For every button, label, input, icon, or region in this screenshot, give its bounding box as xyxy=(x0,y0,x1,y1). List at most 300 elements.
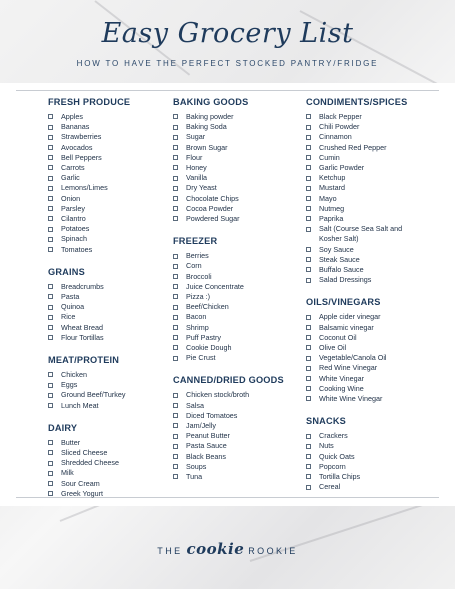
list-item xyxy=(48,204,166,214)
item-label: Berries xyxy=(186,251,209,261)
checkbox[interactable] xyxy=(48,393,53,398)
list-item xyxy=(173,333,298,343)
item-label: Avocados xyxy=(61,142,93,152)
checkbox[interactable] xyxy=(173,155,178,160)
item-label: Nuts xyxy=(319,441,334,451)
checkbox[interactable] xyxy=(306,325,311,330)
list-item xyxy=(306,343,418,353)
list-item xyxy=(48,173,166,183)
checkbox[interactable] xyxy=(173,325,178,330)
list-item xyxy=(173,214,298,224)
checkbox[interactable] xyxy=(306,396,311,401)
list-item xyxy=(306,163,418,173)
item-label: Salad Dressings xyxy=(319,275,372,285)
checkbox[interactable] xyxy=(173,356,178,361)
list-item xyxy=(173,431,298,441)
checkbox[interactable] xyxy=(173,284,178,289)
item-label: Cereal xyxy=(319,482,341,492)
section xyxy=(173,97,298,224)
list-item xyxy=(306,132,418,142)
item-label: Cookie Dough xyxy=(186,343,232,353)
section-title: GRAINS xyxy=(48,266,85,277)
item-label: Garlic xyxy=(61,173,80,183)
list-item xyxy=(48,132,166,142)
item-label: Steak Sauce xyxy=(319,254,360,264)
item-label: Chicken xyxy=(61,370,87,380)
list-item xyxy=(306,462,418,472)
list-item xyxy=(173,401,298,411)
list-item xyxy=(173,143,298,153)
item-label: Black Pepper xyxy=(319,112,362,121)
item-label: Red Wine Vinegar xyxy=(319,363,378,373)
item-label: Strawberries xyxy=(61,132,102,142)
item-label: Pasta xyxy=(61,292,80,302)
checkbox[interactable] xyxy=(48,176,53,181)
section xyxy=(48,355,166,411)
item-label: Lemons/Limes xyxy=(61,183,108,193)
logo-word-the: THE xyxy=(157,546,183,556)
top-divider xyxy=(16,90,439,91)
list-item xyxy=(306,452,418,462)
checkbox[interactable] xyxy=(306,257,311,262)
checkbox[interactable] xyxy=(48,206,53,211)
list-item xyxy=(173,462,298,472)
item-label: Popcorn xyxy=(319,461,346,471)
checkbox[interactable] xyxy=(306,474,311,479)
list-item xyxy=(173,390,298,400)
item-label: Wheat Bread xyxy=(61,322,103,332)
checkbox[interactable] xyxy=(306,454,311,459)
header xyxy=(0,0,455,82)
list-item xyxy=(48,224,166,234)
item-label: Shredded Cheese xyxy=(61,458,119,468)
item-label: Cooking Wine xyxy=(319,383,364,393)
list-item xyxy=(173,441,298,451)
list-item xyxy=(173,163,298,173)
checkbox[interactable] xyxy=(173,196,178,201)
checkbox[interactable] xyxy=(306,176,311,181)
item-label: Greek Yogurt xyxy=(61,488,103,498)
item-label: Bananas xyxy=(61,122,90,132)
list-item xyxy=(306,384,418,394)
checkbox[interactable] xyxy=(306,386,311,391)
checkbox[interactable] xyxy=(173,145,178,150)
checkbox[interactable] xyxy=(48,491,53,496)
item-label: Beef/Chicken xyxy=(186,302,229,312)
item-label: Apples xyxy=(61,112,83,121)
list-item xyxy=(173,302,298,312)
item-label: Onion xyxy=(61,193,81,203)
item-label: Baking Soda xyxy=(186,122,227,132)
checkbox[interactable] xyxy=(48,216,53,221)
section-title: SNACKS xyxy=(306,416,346,427)
list-item xyxy=(306,153,418,163)
item-label: Cocoa Powder xyxy=(186,203,234,213)
item-label: Olive Oil xyxy=(319,343,347,353)
section xyxy=(173,375,298,482)
checkbox[interactable] xyxy=(306,335,311,340)
list-item xyxy=(173,194,298,204)
checkbox[interactable] xyxy=(173,393,178,398)
item-label: Apple cider vinegar xyxy=(319,312,381,322)
item-label: Shrimp xyxy=(186,322,209,332)
checkbox[interactable] xyxy=(48,196,53,201)
list-item xyxy=(173,411,298,421)
list-item xyxy=(173,472,298,482)
item-label: Crackers xyxy=(319,431,348,441)
list-item xyxy=(48,323,166,333)
list-item xyxy=(173,292,298,302)
checkbox[interactable] xyxy=(306,434,311,439)
checkbox[interactable] xyxy=(173,135,178,140)
item-label: Flour Tortillas xyxy=(61,332,104,342)
section-title: CANNED/DRIED GOODS xyxy=(173,375,284,386)
list-item xyxy=(173,132,298,142)
list-item xyxy=(306,312,418,322)
item-label: Sugar xyxy=(186,132,206,142)
checkbox[interactable] xyxy=(48,440,53,445)
section xyxy=(306,97,418,285)
checkbox[interactable] xyxy=(306,464,311,469)
logo-word-rookie: ROOKIE xyxy=(248,546,298,556)
item-label: Crushed Red Pepper xyxy=(319,142,387,152)
item-label: Chocolate Chips xyxy=(186,193,239,203)
item-label: Butter xyxy=(61,437,81,447)
item-label: Broccoli xyxy=(186,271,212,281)
checkbox[interactable] xyxy=(173,444,178,449)
checkbox[interactable] xyxy=(173,305,178,310)
item-label: Buffalo Sauce xyxy=(319,265,364,275)
checkbox[interactable] xyxy=(306,444,311,449)
checkbox[interactable] xyxy=(48,450,53,455)
item-label: Lunch Meat xyxy=(61,400,99,410)
item-label: Balsamic vinegar xyxy=(319,322,374,332)
checkbox[interactable] xyxy=(48,325,53,330)
item-label: Carrots xyxy=(61,163,85,173)
list-item xyxy=(48,122,166,132)
list-item xyxy=(306,265,418,275)
checkbox[interactable] xyxy=(306,196,311,201)
list-item xyxy=(306,183,418,193)
list-item xyxy=(306,173,418,183)
item-label: Bacon xyxy=(186,312,207,322)
checkbox[interactable] xyxy=(173,125,178,130)
item-label: Eggs xyxy=(61,380,78,390)
checkbox[interactable] xyxy=(173,464,178,469)
list-item xyxy=(48,245,166,255)
checkbox[interactable] xyxy=(48,247,53,252)
checkbox[interactable] xyxy=(173,254,178,259)
checkbox[interactable] xyxy=(48,383,53,388)
checkbox[interactable] xyxy=(306,145,311,150)
section-title: CONDIMENTS/SPICES xyxy=(306,97,408,107)
column-middle xyxy=(173,97,298,494)
list-item xyxy=(306,353,418,363)
list-item xyxy=(173,251,298,261)
list-item xyxy=(48,401,166,411)
list-item xyxy=(173,153,298,163)
list-item xyxy=(48,143,166,153)
item-label: Breadcrumbs xyxy=(61,281,104,291)
checkbox[interactable] xyxy=(173,423,178,428)
list-item xyxy=(173,122,298,132)
item-label: Tortilla Chips xyxy=(319,472,361,482)
list-item xyxy=(306,245,418,255)
checkbox[interactable] xyxy=(306,114,311,119)
item-label: Puff Pastry xyxy=(186,332,222,342)
page-subtitle: HOW TO HAVE THE PERFECT STOCKED PANTRY/FRIDGE xyxy=(76,59,379,68)
checkbox[interactable] xyxy=(173,474,178,479)
list-item xyxy=(173,112,298,122)
list-item xyxy=(306,255,418,265)
brand-logo xyxy=(0,540,455,558)
checkbox[interactable] xyxy=(48,335,53,340)
checkbox[interactable] xyxy=(48,186,53,191)
checkbox[interactable] xyxy=(173,176,178,181)
checkbox[interactable] xyxy=(48,305,53,310)
checkbox[interactable] xyxy=(306,366,311,371)
list-item xyxy=(48,194,166,204)
item-label: Soups xyxy=(186,461,207,471)
item-label: Corn xyxy=(186,261,202,271)
section-title: FREEZER xyxy=(173,236,218,247)
list-item xyxy=(173,183,298,193)
checkbox[interactable] xyxy=(306,155,311,160)
checkbox[interactable] xyxy=(306,376,311,381)
item-label: Sliced Cheese xyxy=(61,448,108,458)
list-item xyxy=(173,323,298,333)
section xyxy=(48,423,166,499)
section xyxy=(48,97,166,255)
item-label: Juice Concentrate xyxy=(186,281,244,291)
section-title: FRESH PRODUCE xyxy=(48,97,131,107)
list-item xyxy=(48,370,166,380)
list-item xyxy=(306,112,418,122)
page-title: Easy Grocery List xyxy=(101,18,354,49)
checkbox[interactable] xyxy=(306,485,311,490)
list-item xyxy=(48,448,166,458)
list-item xyxy=(306,122,418,132)
list-item xyxy=(48,302,166,312)
checkbox[interactable] xyxy=(173,186,178,191)
checkbox[interactable] xyxy=(306,165,311,170)
checkbox[interactable] xyxy=(48,237,53,242)
item-label: Tuna xyxy=(186,472,203,482)
checkbox[interactable] xyxy=(48,125,53,130)
checkbox[interactable] xyxy=(173,403,178,408)
list-item xyxy=(48,183,166,193)
list-item xyxy=(173,312,298,322)
item-label: Rice xyxy=(61,312,76,322)
checkbox[interactable] xyxy=(173,274,178,279)
checkbox[interactable] xyxy=(306,247,311,252)
checkbox[interactable] xyxy=(173,434,178,439)
list-item xyxy=(48,458,166,468)
list-item xyxy=(48,292,166,302)
checkbox[interactable] xyxy=(173,454,178,459)
checkbox[interactable] xyxy=(306,206,311,211)
list-item xyxy=(48,312,166,322)
item-label: Vanilla xyxy=(186,173,208,183)
list-item xyxy=(48,112,166,122)
list-item xyxy=(173,173,298,183)
item-label: Black Beans xyxy=(186,451,226,461)
checkbox[interactable] xyxy=(173,216,178,221)
grocery-list-sheet xyxy=(0,83,455,506)
checkbox[interactable] xyxy=(48,461,53,466)
checkbox[interactable] xyxy=(173,315,178,320)
item-label: White Vinegar xyxy=(319,373,365,383)
item-label: Parsley xyxy=(61,203,85,213)
list-item xyxy=(48,468,166,478)
list-item xyxy=(173,343,298,353)
list-item xyxy=(48,234,166,244)
list-item xyxy=(306,224,418,244)
section xyxy=(48,267,166,343)
checkbox[interactable] xyxy=(48,135,53,140)
item-label: Pizza :) xyxy=(186,292,210,302)
checkbox[interactable] xyxy=(48,227,53,232)
list-item xyxy=(306,275,418,285)
list-item xyxy=(306,374,418,384)
checkbox[interactable] xyxy=(306,345,311,350)
item-label: Potatoes xyxy=(61,224,90,234)
item-label: Brown Sugar xyxy=(186,142,228,152)
item-label: Pie Crust xyxy=(186,353,216,363)
list-item xyxy=(48,333,166,343)
item-label: Mustard xyxy=(319,183,345,193)
list-item xyxy=(173,282,298,292)
item-label: Dry Yeast xyxy=(186,183,217,193)
item-label: Cinnamon xyxy=(319,132,352,142)
checkbox[interactable] xyxy=(173,413,178,418)
section-title: OILS/VINEGARS xyxy=(306,297,381,308)
item-label: Quinoa xyxy=(61,302,85,312)
checkbox[interactable] xyxy=(306,125,311,130)
checkbox[interactable] xyxy=(306,356,311,361)
checkbox[interactable] xyxy=(306,315,311,320)
checkbox[interactable] xyxy=(48,403,53,408)
item-label: Coconut Oil xyxy=(319,332,357,342)
checkbox[interactable] xyxy=(306,186,311,191)
list-item xyxy=(48,390,166,400)
list-item xyxy=(306,323,418,333)
item-label: Jam/Jelly xyxy=(186,421,216,431)
list-item xyxy=(173,261,298,271)
list-item xyxy=(306,431,418,441)
list-item xyxy=(173,421,298,431)
section xyxy=(306,297,418,404)
item-label: Chicken stock/broth xyxy=(186,390,250,400)
item-label: Chili Powder xyxy=(319,122,360,132)
checkbox[interactable] xyxy=(173,114,178,119)
list-item xyxy=(48,163,166,173)
list-item xyxy=(173,204,298,214)
list-item xyxy=(48,214,166,224)
list-item xyxy=(306,441,418,451)
item-label: Honey xyxy=(186,163,207,173)
item-label: Bell Peppers xyxy=(61,152,102,162)
item-label: Nutmeg xyxy=(319,203,345,213)
list-item xyxy=(48,438,166,448)
item-label: Mayo xyxy=(319,193,337,203)
list-item xyxy=(173,353,298,363)
checkbox[interactable] xyxy=(48,372,53,377)
item-label: Ground Beef/Turkey xyxy=(61,390,126,400)
checkbox[interactable] xyxy=(173,335,178,340)
item-label: Baking powder xyxy=(186,112,234,121)
checkbox[interactable] xyxy=(48,145,53,150)
item-label: Soy Sauce xyxy=(319,244,354,254)
checkbox[interactable] xyxy=(306,216,311,221)
column-left xyxy=(48,97,166,511)
item-label: White Wine Vinegar xyxy=(319,394,383,404)
checkbox[interactable] xyxy=(173,345,178,350)
item-label: Tomatoes xyxy=(61,244,93,254)
checkbox[interactable] xyxy=(48,155,53,160)
item-label: Diced Tomatoes xyxy=(186,410,238,420)
item-label: Salsa xyxy=(186,400,204,410)
list-item xyxy=(306,194,418,204)
checkbox[interactable] xyxy=(48,284,53,289)
item-label: Peanut Butter xyxy=(186,431,230,441)
section-title: DAIRY xyxy=(48,422,78,433)
item-label: Milk xyxy=(61,468,74,478)
checkbox[interactable] xyxy=(306,267,311,272)
checkbox[interactable] xyxy=(48,114,53,119)
item-label: Pasta Sauce xyxy=(186,441,227,451)
checkbox[interactable] xyxy=(48,294,53,299)
checkbox[interactable] xyxy=(173,264,178,269)
list-item xyxy=(306,472,418,482)
section-title: MEAT/PROTEIN xyxy=(48,355,120,366)
checkbox[interactable] xyxy=(173,206,178,211)
checkbox[interactable] xyxy=(48,165,53,170)
item-label: Powdered Sugar xyxy=(186,214,240,224)
section xyxy=(306,416,418,492)
column-right xyxy=(306,97,418,505)
checkbox[interactable] xyxy=(173,165,178,170)
logo-word-cookie: cookie xyxy=(186,540,245,558)
section xyxy=(173,236,298,363)
item-label: Salt (Course Sea Salt and Kosher Salt) xyxy=(319,224,403,244)
list-item xyxy=(306,482,418,492)
item-label: Cumin xyxy=(319,152,340,162)
item-label: Quick Oats xyxy=(319,451,355,461)
list-item xyxy=(48,380,166,390)
item-label: Flour xyxy=(186,152,203,162)
section-title: BAKING GOODS xyxy=(173,97,249,107)
checkbox[interactable] xyxy=(306,135,311,140)
item-label: Paprika xyxy=(319,214,344,224)
checkbox[interactable] xyxy=(173,294,178,299)
checkbox[interactable] xyxy=(306,278,311,283)
list-item xyxy=(48,153,166,163)
list-item xyxy=(306,143,418,153)
checkbox[interactable] xyxy=(306,227,311,232)
item-label: Ketchup xyxy=(319,173,346,183)
list-item xyxy=(48,282,166,292)
list-item xyxy=(306,363,418,373)
checkbox[interactable] xyxy=(48,481,53,486)
list-item xyxy=(173,272,298,282)
checkbox[interactable] xyxy=(48,315,53,320)
checkbox[interactable] xyxy=(48,471,53,476)
list-item xyxy=(306,204,418,214)
item-label: Garlic Powder xyxy=(319,163,365,173)
footer xyxy=(0,507,455,589)
list-item xyxy=(48,479,166,489)
